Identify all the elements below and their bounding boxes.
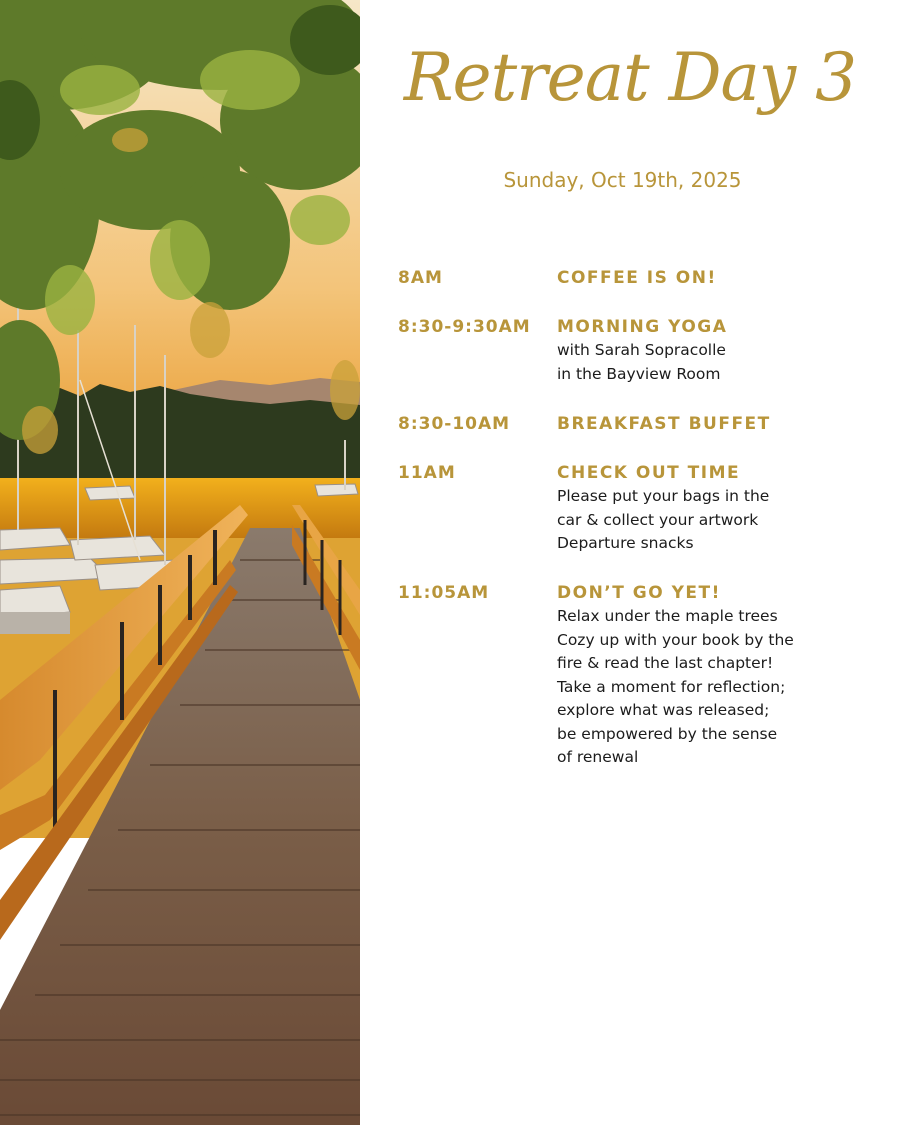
schedule-panel <box>360 0 900 1125</box>
dock-sunset-photo <box>0 0 360 1125</box>
schedule-list <box>398 266 868 770</box>
event-detail: Departure snacks <box>557 534 694 552</box>
event-heading: DON’T GO YET! <box>557 583 721 603</box>
event-time: 8AM <box>398 268 443 288</box>
event-detail: car & collect your artwork <box>557 510 759 529</box>
event-heading: CHECK OUT TIME <box>557 463 741 483</box>
event-date: Sunday, Oct 19th, 2025 <box>503 168 742 192</box>
event-time: 8:30-10AM <box>398 414 511 434</box>
event-heading: MORNING YOGA <box>557 317 728 337</box>
event-detail: fire & read the last chapter! <box>557 654 774 672</box>
event-detail: explore what was released; <box>557 701 770 719</box>
schedule-item-coffee <box>398 266 868 315</box>
event-detail: of renewal <box>557 748 639 766</box>
schedule-item-yoga <box>398 315 868 412</box>
event-detail: be empowered by the sense <box>557 724 778 743</box>
event-heading: COFFEE IS ON! <box>557 268 717 288</box>
schedule-item-breakfast <box>398 412 868 461</box>
event-time: 8:30-9:30AM <box>398 317 531 337</box>
event-detail: Cozy up with your book by the <box>557 630 794 649</box>
page-title: Retreat Day 3 <box>403 39 857 116</box>
event-time: 11AM <box>398 463 456 483</box>
event-time: 11:05AM <box>398 583 490 603</box>
event-detail: with Sarah Sopracolle <box>557 341 726 359</box>
schedule-item-dont-go-yet <box>398 581 868 770</box>
event-detail: Take a moment for reflection; <box>557 677 786 696</box>
event-heading: BREAKFAST BUFFET <box>557 414 771 434</box>
event-detail: Please put your bags in the <box>557 487 770 505</box>
event-detail: Relax under the maple trees <box>557 607 778 625</box>
schedule-item-checkout <box>398 461 868 581</box>
event-detail: in the Bayview Room <box>557 364 721 383</box>
